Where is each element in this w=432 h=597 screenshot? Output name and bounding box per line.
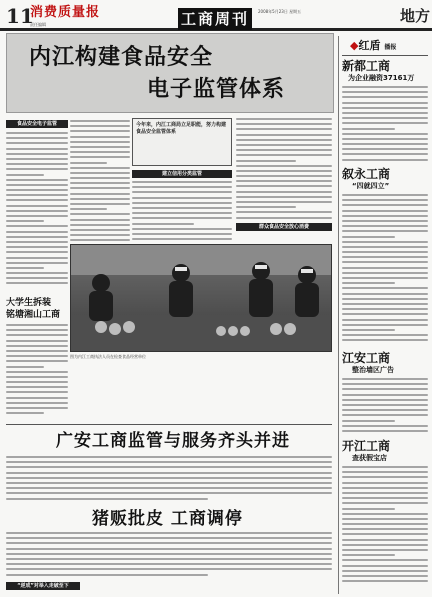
- left-info: 责任编辑: [30, 22, 46, 27]
- illegible-text-line: [132, 217, 232, 219]
- illegible-text-line: [6, 241, 68, 243]
- illegible-text-line: [342, 215, 428, 217]
- illegible-text-line: [6, 350, 68, 352]
- illegible-text-line: [342, 272, 428, 274]
- side-tag: ◆红盾 播报: [350, 39, 397, 52]
- illegible-text-line: [70, 213, 130, 215]
- illegible-text-line: [236, 175, 332, 177]
- illegible-text-line: [6, 262, 68, 264]
- illegible-text-line: [342, 256, 428, 258]
- illegible-text-line: [342, 107, 428, 109]
- illegible-text-line: [6, 334, 68, 336]
- side-item4-sub: 查获假宝店: [352, 454, 387, 462]
- illegible-text-line: [70, 239, 130, 241]
- illegible-text-line: [342, 153, 428, 155]
- illegible-text-line: [342, 251, 428, 253]
- illegible-text-line: [6, 487, 332, 489]
- illegible-text-line: [132, 223, 194, 225]
- illegible-text-line: [342, 430, 428, 432]
- illegible-text-line: [342, 324, 428, 326]
- bottom-article-1: [6, 456, 332, 504]
- illegible-text-line: [236, 139, 332, 141]
- illegible-text-line: [6, 376, 68, 378]
- side-article-2: [342, 194, 428, 348]
- date-info: 2008年5月23日 星期五: [258, 9, 302, 14]
- illegible-text-line: [70, 120, 130, 122]
- paper-name: 消费质量报: [30, 5, 101, 20]
- illegible-text-line: [236, 191, 332, 193]
- illegible-text-line: [6, 158, 68, 160]
- illegible-text-line: [342, 159, 428, 161]
- illegible-text-line: [6, 148, 68, 150]
- illegible-text-line: [342, 210, 428, 212]
- illegible-text-line: [70, 229, 130, 231]
- illegible-text-line: [342, 241, 428, 243]
- illegible-text-line: [342, 409, 428, 411]
- illegible-text-line: [342, 513, 428, 515]
- illegible-text-line: [236, 196, 332, 198]
- illegible-text-line: [236, 170, 332, 172]
- illegible-text-line: [6, 381, 68, 383]
- illegible-text-line: [70, 151, 130, 153]
- illegible-text-line: [70, 136, 130, 138]
- illegible-text-line: [6, 142, 68, 144]
- illegible-text-line: [342, 282, 395, 284]
- illegible-text-line: [236, 217, 332, 219]
- illegible-text-line: [342, 287, 428, 289]
- illegible-text-line: [70, 219, 130, 221]
- illegible-text-line: [342, 559, 428, 561]
- illegible-text-line: [6, 542, 332, 544]
- illegible-text-line: [342, 528, 428, 530]
- illegible-text-line: [6, 397, 68, 399]
- illegible-text-line: [6, 345, 68, 347]
- illegible-text-line: [6, 225, 68, 227]
- illegible-text-line: [342, 399, 428, 401]
- bottom-box-title: “逆成”对举入走破至下: [6, 582, 80, 590]
- article-col-1: [6, 120, 68, 292]
- illegible-text-line: [70, 146, 130, 148]
- region-label: 地方: [400, 7, 431, 25]
- illegible-text-line: [236, 154, 332, 156]
- illegible-text-line: [6, 324, 68, 326]
- illegible-text-line: [342, 308, 428, 310]
- left-headline-1: 大学生拆装: [6, 298, 52, 308]
- illegible-text-line: [342, 230, 428, 232]
- illegible-text-line: [342, 143, 428, 145]
- illegible-text-line: [6, 563, 332, 565]
- illegible-text-line: [342, 261, 428, 263]
- illegible-text-line: [70, 187, 130, 189]
- illegible-text-line: [342, 122, 428, 124]
- illegible-text-line: [342, 96, 428, 98]
- illegible-text-line: [236, 201, 332, 203]
- section-title: 工商周刊: [178, 8, 252, 30]
- illegible-text-line: [342, 565, 428, 567]
- illegible-text-line: [236, 123, 332, 125]
- illegible-text-line: [342, 580, 428, 582]
- illegible-text-line: [236, 180, 332, 182]
- illegible-text-line: [342, 533, 428, 535]
- illegible-text-line: [342, 420, 395, 422]
- illegible-text-line: [70, 167, 130, 169]
- headline-line-1: 内江构建食品安全: [29, 45, 214, 70]
- illegible-text-line: [6, 558, 332, 560]
- illegible-text-line: [342, 575, 428, 577]
- illegible-text-line: [342, 482, 428, 484]
- illegible-text-line: [70, 172, 130, 174]
- illegible-text-line: [342, 220, 428, 222]
- illegible-text-line: [70, 198, 130, 200]
- article-col-3: [132, 170, 232, 240]
- illegible-text-line: [6, 412, 44, 414]
- side-article-4: [342, 466, 428, 592]
- illegible-text-line: [132, 207, 232, 209]
- illegible-text-line: [342, 329, 395, 331]
- side-item2-sub: “四就四立”: [352, 182, 390, 190]
- illegible-text-line: [6, 532, 332, 534]
- illegible-text-line: [342, 319, 428, 321]
- side-item1-sub: 为企业融资37161万: [348, 74, 415, 82]
- illegible-text-line: [6, 355, 68, 357]
- illegible-text-line: [6, 329, 68, 331]
- illegible-text-line: [342, 394, 428, 396]
- illegible-text-line: [6, 246, 68, 248]
- column-divider: [338, 36, 339, 594]
- illegible-text-line: [6, 153, 68, 155]
- illegible-text-line: [6, 174, 44, 176]
- red-diamond-icon: ◆: [350, 39, 359, 52]
- illegible-text-line: [342, 246, 428, 248]
- illegible-text-line: [342, 508, 395, 510]
- illegible-text-line: [6, 402, 68, 404]
- headline-line-2: 电子监管体系: [147, 77, 286, 102]
- illegible-text-line: [6, 340, 68, 342]
- illegible-text-line: [236, 165, 332, 167]
- illegible-text-line: [236, 206, 296, 208]
- illegible-text-line: [70, 141, 130, 143]
- illegible-text-line: [6, 179, 68, 181]
- illegible-text-line: [6, 163, 68, 165]
- illegible-text-line: [342, 102, 428, 104]
- illegible-text-line: [132, 191, 232, 193]
- illegible-text-line: [6, 257, 68, 259]
- side-article-3: [342, 378, 428, 438]
- illegible-text-line: [342, 487, 428, 489]
- left-headline-2: 铭塘湘山工商: [6, 310, 61, 320]
- illegible-text-line: [342, 133, 428, 135]
- illegible-text-line: [342, 502, 428, 504]
- illegible-text-line: [342, 466, 428, 468]
- side-item4-title: 开江工商: [342, 439, 391, 453]
- side-item1-title: 新都工商: [342, 59, 391, 73]
- illegible-text-line: [236, 144, 332, 146]
- illegible-text-line: [342, 544, 428, 546]
- illegible-text-line: [6, 371, 68, 373]
- illegible-text-line: [6, 132, 68, 134]
- illegible-text-line: [6, 189, 68, 191]
- illegible-text-line: [6, 184, 68, 186]
- illegible-text-line: [342, 199, 428, 201]
- headline-banner: [6, 33, 334, 113]
- illegible-text-line: [342, 148, 428, 150]
- illegible-text-line: [132, 186, 232, 188]
- illegible-text-line: [342, 414, 428, 416]
- illegible-text-line: [342, 138, 428, 140]
- illegible-text-line: [342, 492, 428, 494]
- illegible-text-line: [342, 523, 428, 525]
- illegible-text-line: [342, 476, 428, 478]
- news-photo: [70, 244, 332, 352]
- illegible-text-line: [6, 137, 68, 139]
- bottom-headline-2: 猪贩批皮 工商调停: [92, 509, 243, 529]
- illegible-text-line: [6, 472, 332, 474]
- illegible-text-line: [6, 267, 44, 269]
- illegible-text-line: [342, 293, 428, 295]
- illegible-text-line: [342, 128, 395, 130]
- illegible-text-line: [342, 549, 428, 551]
- illegible-text-line: [132, 197, 232, 199]
- sub-head-1: 食品安全电子监管: [6, 120, 68, 128]
- sub-head-3: 群众食品安全放心消费: [236, 223, 332, 231]
- illegible-text-line: [236, 149, 332, 151]
- illegible-text-line: [70, 182, 130, 184]
- illegible-text-line: [70, 208, 107, 210]
- bottom-headline-1: 广安工商监管与服务齐头并进: [56, 431, 290, 451]
- photo-caption: 图为内江工商执法人员在检查食品经营单位: [70, 354, 146, 359]
- illegible-text-line: [236, 128, 332, 130]
- illegible-text-line: [6, 366, 44, 368]
- illegible-text-line: [70, 193, 130, 195]
- illegible-text-line: [6, 407, 68, 409]
- illegible-text-line: [132, 238, 232, 240]
- illegible-text-line: [342, 313, 428, 315]
- illegible-text-line: [342, 225, 428, 227]
- illegible-text-line: [236, 185, 332, 187]
- illegible-text-line: [6, 568, 332, 570]
- illegible-text-line: [70, 234, 130, 236]
- side-rule: [342, 55, 428, 56]
- illegible-text-line: [132, 181, 232, 183]
- illegible-text-line: [6, 360, 68, 362]
- illegible-text-line: [342, 404, 428, 406]
- side-item3-sub: 整治墙区广告: [352, 366, 394, 374]
- illegible-text-line: [342, 497, 428, 499]
- sub-head-2: 建立信用分类监管: [132, 170, 232, 178]
- illegible-text-line: [70, 162, 107, 164]
- illegible-text-line: [6, 548, 332, 550]
- officers-inspecting-food-image: [71, 245, 332, 352]
- illegible-text-line: [342, 383, 428, 385]
- illegible-text-line: [342, 204, 428, 206]
- illegible-text-line: [342, 471, 428, 473]
- illegible-text-line: [132, 228, 232, 230]
- illegible-text-line: [6, 272, 68, 274]
- illegible-text-line: [6, 277, 68, 279]
- illegible-text-line: [6, 168, 68, 170]
- illegible-text-line: [342, 554, 395, 556]
- illegible-text-line: [236, 134, 332, 136]
- illegible-text-line: [6, 215, 68, 217]
- illegible-text-line: [6, 461, 332, 463]
- illegible-text-line: [6, 231, 68, 233]
- side-article-1: [342, 86, 428, 166]
- article-col-5: [6, 324, 68, 420]
- illegible-text-line: [6, 537, 332, 539]
- illegible-text-line: [342, 334, 428, 336]
- illegible-text-line: [132, 233, 232, 235]
- illegible-text-line: [342, 86, 428, 88]
- article-col-4: [236, 118, 332, 242]
- illegible-text-line: [6, 391, 68, 393]
- illegible-text-line: [6, 220, 44, 222]
- illegible-text-line: [6, 251, 68, 253]
- illegible-text-line: [70, 130, 130, 132]
- illegible-text-line: [342, 378, 428, 380]
- illegible-text-line: [6, 205, 68, 207]
- illegible-text-line: [6, 574, 208, 576]
- illegible-text-line: [6, 386, 68, 388]
- illegible-text-line: [236, 118, 332, 120]
- illegible-text-line: [6, 456, 332, 458]
- illegible-text-line: [342, 194, 428, 196]
- illegible-text-line: [70, 125, 130, 127]
- illegible-text-line: [342, 570, 428, 572]
- lead-box: [132, 118, 232, 166]
- illegible-text-line: [6, 236, 68, 238]
- lead-text: 今年来，内江工商局立足职能，努力构建食品安全监管体系: [136, 122, 227, 135]
- illegible-text-line: [342, 518, 428, 520]
- illegible-text-line: [6, 210, 68, 212]
- illegible-text-line: [70, 177, 130, 179]
- illegible-text-line: [6, 466, 332, 468]
- illegible-text-line: [6, 194, 68, 196]
- illegible-text-line: [342, 117, 428, 119]
- illegible-text-line: [342, 298, 428, 300]
- illegible-text-line: [70, 203, 130, 205]
- illegible-text-line: [6, 477, 332, 479]
- illegible-text-line: [342, 267, 428, 269]
- illegible-text-line: [70, 224, 130, 226]
- illegible-text-line: [342, 303, 428, 305]
- illegible-text-line: [132, 212, 232, 214]
- illegible-text-line: [6, 482, 332, 484]
- illegible-text-line: [6, 498, 208, 500]
- illegible-text-line: [6, 492, 332, 494]
- illegible-text-line: [342, 539, 428, 541]
- illegible-text-line: [342, 277, 428, 279]
- side-item3-title: 江安工商: [342, 351, 391, 365]
- illegible-text-line: [132, 202, 232, 204]
- illegible-text-line: [6, 282, 68, 284]
- illegible-text-line: [70, 156, 130, 158]
- side-item2-title: 叙永工商: [342, 167, 391, 181]
- illegible-text-line: [342, 91, 428, 93]
- illegible-text-line: [236, 160, 296, 162]
- illegible-text-line: [342, 339, 428, 341]
- illegible-text-line: [342, 236, 395, 238]
- illegible-text-line: [236, 211, 332, 213]
- page-number: 11: [6, 4, 34, 28]
- illegible-text-line: [342, 112, 428, 114]
- illegible-text-line: [342, 388, 428, 390]
- illegible-text-line: [6, 199, 68, 201]
- section-rule: [6, 424, 332, 425]
- illegible-text-line: [342, 425, 428, 427]
- illegible-text-line: [6, 553, 332, 555]
